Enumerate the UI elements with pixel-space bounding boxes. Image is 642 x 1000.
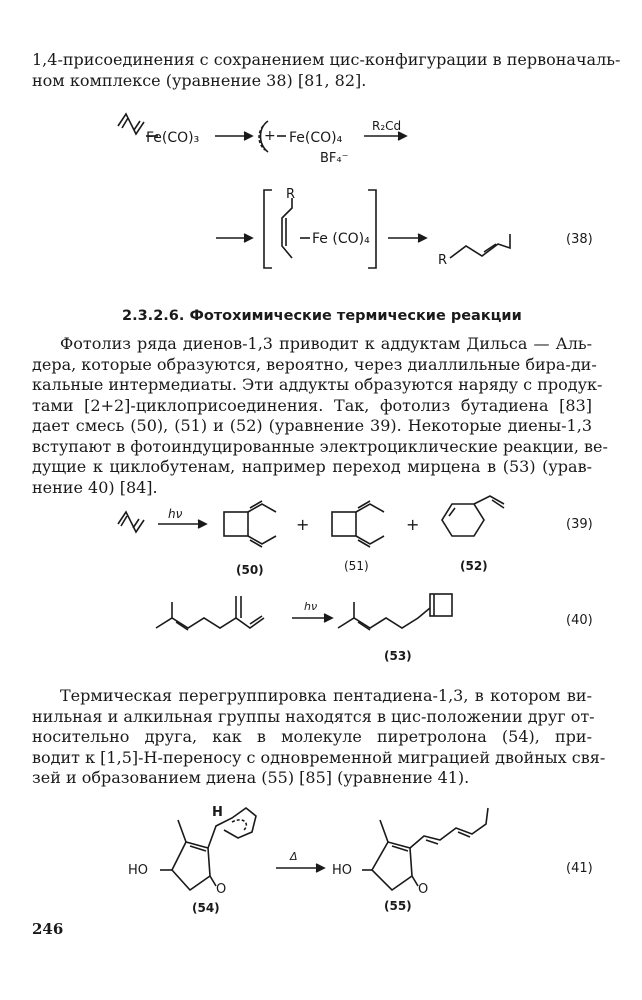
reaction-scheme-41: [0, 790, 642, 940]
text-line: зей и образованием диена (55) [85] (уравнение 41).: [32, 768, 470, 787]
fe-co4-bracket-label: Fe (CO)₄: [312, 231, 370, 247]
equation-number: (41): [566, 861, 593, 876]
plus-sign: +: [406, 515, 420, 534]
text-line: вступают в фотоиндуцированные электроциклические реакции, ве-: [32, 436, 608, 456]
text-line: кальные интермедиаты. Эти аддукты образуются наряду с продук-: [32, 375, 603, 394]
delta-label: Δ: [290, 850, 298, 863]
page-number: 246: [32, 920, 64, 938]
text-line: 1,4-присоединения с сохранением цис-конфигурации в первоначаль-: [32, 50, 621, 69]
text-line: ном комплексе (уравнение 38) [81, 82].: [32, 70, 367, 90]
r-product-label: R: [438, 253, 448, 268]
hydroxyl-label: HO: [332, 863, 353, 878]
r2cd-label: R₂Cd: [372, 119, 402, 133]
oxygen-label: O: [216, 882, 227, 897]
text-line: Термическая перегруппировка пентадиена-1,3, в котором ви-: [60, 686, 592, 705]
hv-label: hν: [168, 507, 183, 521]
compound-label-50: (50): [236, 563, 264, 577]
fe-co4-label: Fe(CO)₄: [289, 130, 343, 146]
paragraph-photolysis: [32, 334, 608, 498]
hydroxyl-label: HO: [128, 863, 149, 878]
compound-label-52: (52): [460, 559, 488, 573]
compound-label-53: (53): [384, 649, 412, 663]
oxygen-label: O: [418, 882, 429, 897]
r-label: R: [286, 187, 296, 202]
fe-co3-label: Fe(CO)₃: [146, 130, 200, 146]
reaction-scheme-38: [0, 0, 642, 290]
paragraph-thermal: [32, 686, 606, 789]
text-line: дущие к циклобутенам, например переход мирцена в (53) (урав-: [32, 457, 592, 476]
text-line: нение 40) [84].: [32, 477, 158, 497]
text-line: тами [2+2]-циклоприсоединения. Так, фотолиз бутадиена [83]: [32, 395, 592, 415]
plus-sign: +: [296, 515, 310, 534]
hydrogen-label: H: [212, 805, 223, 820]
equation-number: (40): [566, 613, 593, 628]
text-line: дера, которые образуются, вероятно, через диаллильные бира-ди-: [32, 354, 597, 374]
plus-sign: +: [264, 128, 276, 144]
compound-label-55: (55): [384, 899, 412, 913]
compound-label-51: (51): [344, 559, 369, 573]
compound-label-54: (54): [192, 901, 220, 915]
equation-number: (38): [566, 232, 593, 247]
reaction-scheme-39-40: [0, 490, 642, 690]
section-heading: 2.3.2.6. Фотохимические термические реакции: [122, 308, 522, 324]
bf4-label: BF₄⁻: [320, 151, 349, 166]
equation-number: (39): [566, 517, 593, 532]
text-line: дает смесь (50), (51) и (52) (уравнение 39). Некоторые диены-1,3: [32, 416, 592, 435]
text-line: нильная и алкильная группы находятся в цис-положении друг от-: [32, 706, 595, 726]
text-line: водит к [1,5]-H-переносу с одновременной миграцией двойных свя-: [32, 747, 606, 767]
text-line: Фотолиз ряда диенов-1,3 приводит к аддуктам Дильса — Аль-: [60, 334, 592, 353]
text-line: носительно друга, как в молекуле пиретролона (54), при-: [32, 727, 592, 746]
hv-label: hν: [304, 600, 318, 613]
